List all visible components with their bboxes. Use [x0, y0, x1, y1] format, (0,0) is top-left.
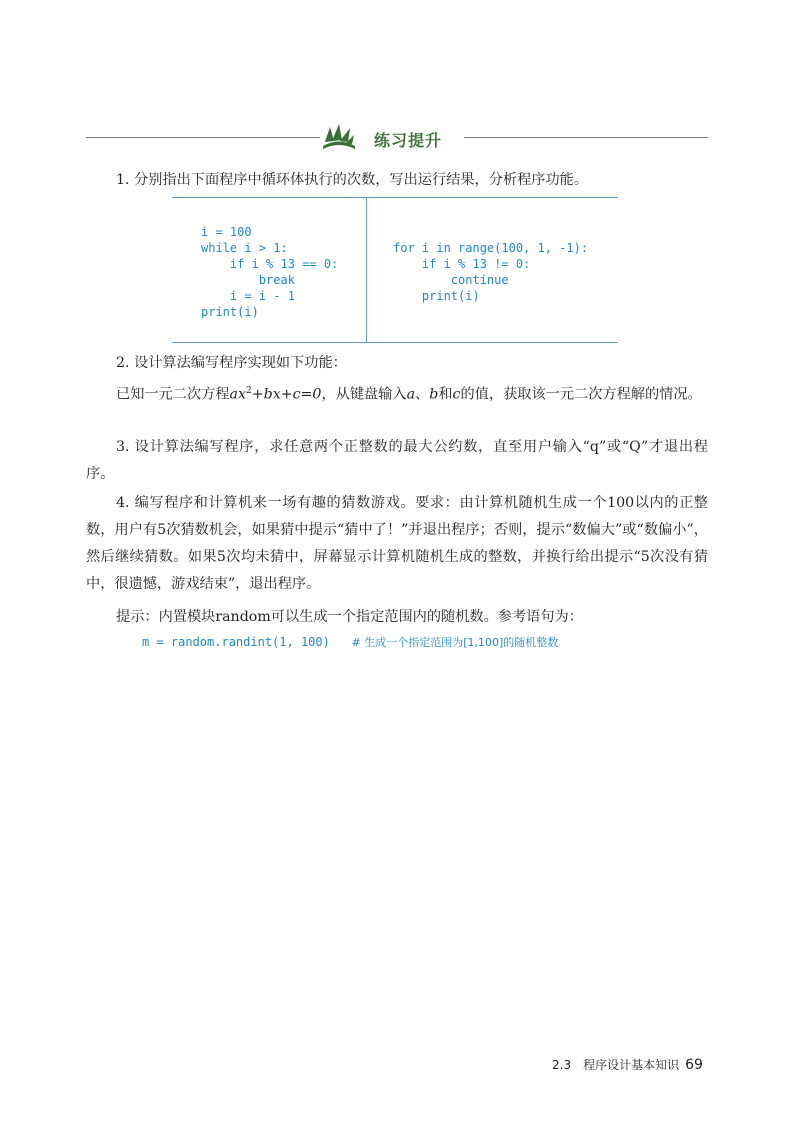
var-a: a: [406, 386, 416, 403]
hint-code: [142, 634, 558, 650]
question-2-body: [86, 378, 708, 409]
question-4: 4. 编写程序和计算机来一场有趣的猜数游戏。要求：由计算机随机生成一个100以内的正整数，用户有5次猜数机会，如果猜中提示“猜中了！”并退出程序；否则，提示“数偏大”或“数偏小”，然后继续猜数。如果5次均未猜中，屏幕显示计算机随机生成的整数，并换行给出提示“5次没有猜中，很遗憾，游戏结束”，退出程序。: [86, 495, 708, 592]
var-b: b: [429, 386, 439, 403]
question-2-title: 2. 设计算法编写程序实现如下功能：: [116, 355, 347, 371]
var-c: c: [452, 386, 461, 403]
page-footer: [552, 1056, 703, 1073]
q2-sep: 、: [415, 386, 430, 403]
heading-rule-left: [86, 137, 320, 138]
equation-exponent: 2: [245, 386, 252, 396]
code-block-for: for i in range(100, 1, -1): if i % 13 != 0: continue print(i): [393, 241, 589, 303]
sun-rays-icon: [323, 122, 355, 152]
equation-rest: +bx+c=0: [251, 386, 322, 403]
q2-mid: ，从键盘输入: [321, 386, 407, 403]
section-title: 练习提升: [374, 131, 443, 150]
section-heading: [86, 124, 708, 156]
heading-rule-right: [464, 137, 708, 138]
hint-code-statement: m = random.randint(1, 100): [142, 635, 352, 649]
footer-section: 2.3 程序设计基本知识: [552, 1058, 680, 1072]
q2-pre: 已知一元二次方程: [116, 386, 230, 403]
hint-code-comment: # 生成一个指定范围为[1,100]的随机整数: [351, 636, 559, 649]
q2-and: 和: [438, 386, 453, 403]
question-3: 3. 设计算法编写程序，求任意两个正整数的最大公约数，直至用户输入“q”或“Q”才退出程序。: [86, 439, 708, 482]
q2-post: 的值，获取该一元二次方程解的情况。: [460, 386, 702, 403]
page-number: 69: [685, 1057, 703, 1073]
code-block-while: i = 100 while i > 1: if i % 13 == 0: break i = i - 1 print(i): [201, 225, 339, 319]
question-1: 1. 分别指出下面程序中循环体执行的次数，写出运行结果，分析程序功能。: [116, 172, 589, 188]
code-table-divider: [366, 198, 367, 342]
equation-ax: ax: [229, 386, 246, 403]
code-table: [172, 197, 618, 343]
hint-text: 提示：内置模块random可以生成一个指定范围内的随机数。参考语句为：: [116, 609, 583, 625]
